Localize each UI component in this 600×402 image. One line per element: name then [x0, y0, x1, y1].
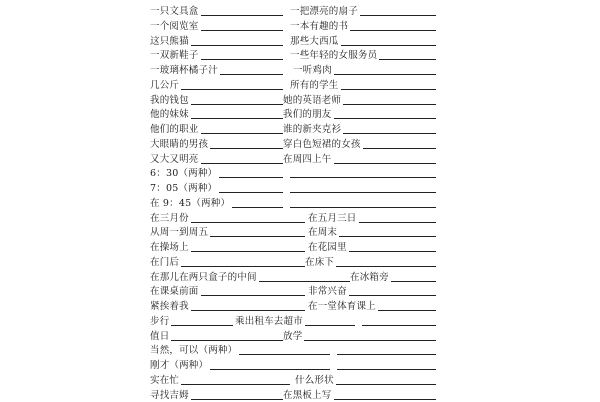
left-prompt: 步行 [150, 315, 170, 327]
right-cell [288, 194, 436, 210]
worksheet-row [0, 164, 600, 180]
worksheet-row [0, 32, 600, 48]
left-cell [150, 164, 283, 180]
right-cell [283, 120, 436, 136]
left-cell [150, 120, 283, 136]
worksheet-row [0, 238, 600, 254]
left-cell [150, 135, 283, 151]
right-prompt: 放学 [283, 330, 303, 342]
right-cell [308, 223, 436, 239]
right-cell [288, 179, 436, 195]
right-cell [288, 164, 436, 180]
left-prompt: 当然，可以（两种） [150, 345, 238, 357]
right-prompt: 在花园里 [308, 242, 347, 253]
worksheet-row [0, 356, 600, 372]
left-cell [150, 76, 283, 92]
right-cell [293, 61, 436, 77]
worksheet-row [0, 327, 600, 343]
right-prompt: 在五月三日 [308, 212, 357, 224]
left-cell [150, 61, 283, 77]
left-prompt: 实在忙 [150, 374, 180, 386]
left-cell [150, 327, 283, 343]
left-prompt: 寻找吉姆 [150, 389, 189, 401]
worksheet-row [0, 223, 600, 239]
left-prompt: 大眼睛的男孩 [150, 138, 209, 150]
right-answer-line[interactable] [334, 399, 436, 400]
left-prompt: 在操场上 [150, 242, 189, 253]
worksheet-row [0, 209, 600, 225]
right-cell [295, 371, 436, 387]
worksheet-row [0, 312, 600, 328]
right-cell [305, 253, 436, 269]
left-cell [150, 312, 233, 328]
left-prompt: 又大又明亮 [150, 153, 199, 165]
left-prompt: 他的妹妹 [150, 109, 189, 121]
right-prompt: 非常兴奋 [308, 286, 347, 298]
middle-cell [235, 312, 355, 328]
left-prompt: 一玻璃杯橘子汁 [150, 65, 218, 76]
right-cell [308, 297, 436, 313]
right-cell [290, 32, 436, 48]
left-cell [150, 371, 290, 387]
right-cell [283, 135, 436, 151]
left-prompt: 几公斤 [150, 79, 180, 91]
worksheet-row [0, 135, 600, 151]
right-prompt: 一本有趣的书 [290, 20, 349, 32]
left-cell [150, 268, 350, 284]
worksheet-row [0, 268, 600, 284]
left-prompt: 在课桌前面 [150, 286, 199, 298]
worksheet-row [0, 76, 600, 92]
right-cell [283, 150, 436, 166]
left-cell [150, 150, 283, 166]
worksheet-row [0, 179, 600, 195]
left-cell [150, 386, 283, 402]
right-cell [335, 341, 436, 357]
right-prompt: 一听鸡肉 [293, 65, 332, 76]
right-cell [283, 91, 436, 107]
left-cell [150, 32, 283, 48]
left-cell [150, 223, 305, 239]
right-prompt: 谁的新夹克衫 [283, 124, 342, 135]
right-cell [335, 356, 436, 372]
right-prompt: 她的英语老师 [283, 94, 342, 106]
worksheet-row [0, 46, 600, 62]
right-cell [350, 268, 436, 284]
left-cell [150, 253, 305, 269]
left-answer-line[interactable] [191, 399, 283, 400]
right-prompt: 那些大西瓜 [290, 35, 339, 47]
left-prompt: 刚才（两种） [150, 360, 209, 371]
right-prompt: 什么形状 [295, 374, 334, 386]
worksheet-row [0, 194, 600, 210]
right-prompt: 在一堂体育课上 [308, 301, 376, 312]
right-cell [290, 46, 436, 62]
left-prompt: 一个阅览室 [150, 20, 199, 32]
worksheet-row [0, 253, 600, 269]
right-prompt: 穿白色短裙的女孩 [283, 138, 361, 150]
worksheet-row [0, 386, 600, 402]
right-prompt: 在床下 [305, 256, 335, 268]
left-cell [150, 105, 283, 121]
left-cell [150, 17, 283, 33]
left-cell [150, 46, 283, 62]
left-prompt: 这只熊猫 [150, 35, 189, 47]
right-prompt: 一些年轻的女服务员 [290, 50, 378, 62]
left-cell [150, 356, 330, 372]
right-prompt: 我们的朋友 [283, 109, 332, 121]
right-cell [283, 105, 436, 121]
worksheet-row [0, 17, 600, 33]
left-prompt: 在三月份 [150, 212, 189, 224]
left-prompt: 6：30（两种） [150, 168, 218, 180]
left-cell [150, 209, 305, 225]
left-cell [150, 341, 330, 357]
left-prompt: 在那儿在两只盒子的中间 [150, 271, 257, 283]
left-prompt: 我的钱包 [150, 94, 189, 106]
right-cell [290, 2, 436, 18]
worksheet-row [0, 120, 600, 136]
left-cell [150, 194, 283, 210]
worksheet-row [0, 341, 600, 357]
left-prompt: 紧挨着我 [150, 301, 189, 312]
worksheet-row [0, 2, 600, 18]
worksheet-row [0, 61, 600, 77]
left-prompt: 在 9：45（两种） [150, 197, 231, 209]
worksheet-row [0, 297, 600, 313]
right-prompt: 在周四上午 [283, 153, 332, 165]
left-prompt: 从周一到周五 [150, 227, 209, 239]
worksheet-row [0, 91, 600, 107]
worksheet-row [0, 150, 600, 166]
right-cell [290, 76, 436, 92]
right-prompt: 在周末 [308, 227, 338, 239]
left-cell [150, 179, 283, 195]
worksheet-row [0, 105, 600, 121]
right-cell [308, 238, 436, 254]
right-prompt: 所有的学生 [290, 79, 339, 91]
worksheet-row [0, 282, 600, 298]
right-cell [283, 386, 436, 402]
left-prompt: 在门后 [150, 256, 180, 268]
right-cell [308, 209, 436, 225]
left-cell [150, 2, 283, 18]
left-prompt: 值日 [150, 330, 170, 342]
left-cell [150, 91, 283, 107]
left-cell [150, 238, 305, 254]
right-cell [360, 312, 436, 328]
left-prompt: 一双新鞋子 [150, 50, 199, 62]
right-cell [283, 327, 436, 343]
left-prompt: 一只文具盒 [150, 6, 199, 17]
left-cell [150, 297, 305, 313]
worksheet-row [0, 371, 600, 387]
right-prompt: 在黑板上写 [283, 389, 332, 401]
right-prompt: 在冰箱旁 [350, 271, 389, 283]
right-prompt: 一把漂亮的扇子 [290, 6, 358, 17]
left-cell [150, 282, 305, 298]
left-prompt: 7：05（两种） [150, 183, 218, 194]
right-cell [290, 17, 436, 33]
right-cell [308, 282, 436, 298]
left-prompt: 他们的职业 [150, 124, 199, 135]
middle-prompt: 乘出租车去超市 [235, 315, 303, 327]
